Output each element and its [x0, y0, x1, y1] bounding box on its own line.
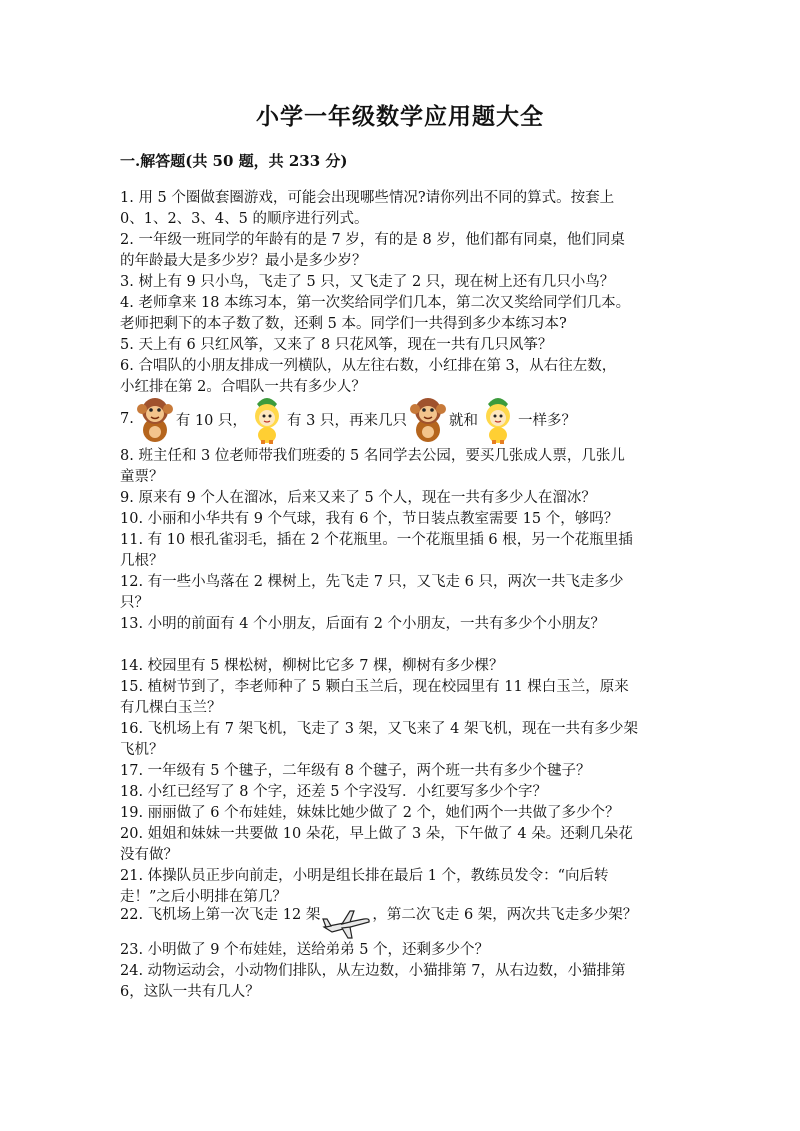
monkey-icon	[134, 394, 176, 444]
question-13: 13. 小明的前面有 4 个小朋友，后面有 2 个小朋友，一共有多少个小朋友？	[120, 616, 606, 632]
question-11: 11. 有 10 根孔雀羽毛，插在 2 个花瓶里。一个花瓶里插 6 根，另一个花瓶里插 几根？	[120, 532, 633, 569]
question-7: 7. 有 10 只， 有 3 只，再来几只 就和 一样多？	[120, 393, 576, 445]
monkey-icon	[407, 394, 449, 444]
airplane-icon	[320, 905, 372, 941]
question-17: 17. 一年级有 5 个毽子，二年级有 8 个毽子，两个班一共有多少个毽子？	[120, 763, 591, 779]
question-24: 24. 动物运动会，小动物们排队，从左边数，小猫排第 7，从右边数，小猫排第 6，这队一共有几人？	[120, 963, 626, 1000]
question-16: 16. 飞机场上有 7 架飞机，飞走了 3 架，又飞来了 4 架飞机，现在一共有多少架 飞机？	[120, 721, 638, 758]
question-1: 1. 用 5 个圈做套圈游戏，可能会出现哪些情况?请你列出不同的算式。按套上 0、1、2、3、4、5 的顺序进行列式。	[120, 190, 615, 227]
question-22: 22. 飞机场上第一次飞走 12 架 ，第二次飞走 6 架，两次共飞走多少架？	[120, 903, 637, 941]
fruit-doll-icon	[247, 394, 287, 444]
question-21: 21. 体操队员正步向前走，小明是组长排在最后 1 个，教练员发令：“向后转 走！”之后小明排在第几？	[120, 868, 609, 905]
question-15: 15. 植树节到了，李老师种了 5 颗白玉兰后，现在校园里有 11 棵白玉兰，原来 有几棵白玉兰？	[120, 679, 629, 716]
question-18: 18. 小红已经写了 8 个字，还差 5 个字没写．小红要写多少个字？	[120, 784, 548, 800]
question-6: 6. 合唱队的小朋友排成一列横队，从左往右数，小红排在第 3，从右往左数， 小红排在第 2。合唱队一共有多少人？	[120, 358, 617, 395]
question-9: 9. 原来有 9 个人在溜冰，后来又来了 5 个人，现在一共有多少人在溜冰？	[120, 490, 596, 506]
question-14: 14. 校园里有 5 棵松树，柳树比它多 7 棵，柳树有多少棵？	[120, 658, 504, 674]
question-12: 12. 有一些小鸟落在 2 棵树上，先飞走 7 只，又飞走 6 只，两次一共飞走多少 只？	[120, 574, 624, 611]
question-20: 20. 姐姐和妹妹一共要做 10 朵花，早上做了 3 朵，下午做了 4 朵。还剩几朵花 没有做？	[120, 826, 633, 863]
question-23: 23. 小明做了 9 个布娃娃，送给弟弟 5 个，还剩多少个？	[120, 942, 490, 958]
question-19: 19. 丽丽做了 6 个布娃娃，妹妹比她少做了 2 个，她们两个一共做了多少个？	[120, 805, 620, 821]
page-title: 小学一年级数学应用题大全	[256, 103, 544, 130]
question-3: 3. 树上有 9 只小鸟，飞走了 5 只，又飞走了 2 只，现在树上还有几只小鸟？	[120, 274, 615, 290]
question-10: 10. 小丽和小华共有 9 个气球，我有 6 个，节日装点教室需要 15 个，够吗？	[120, 511, 619, 527]
question-5: 5. 天上有 6 只红风筝，又来了 8 只花风筝，现在一共有几只风筝？	[120, 337, 553, 353]
question-2: 2. 一年级一班同学的年龄有的是 7 岁，有的是 8 岁，他们都有同桌，他们同桌 的年龄最大是多少岁？最小是多少岁？	[120, 232, 625, 269]
question-4: 4. 老师拿来 18 本练习本，第一次奖给同学们几本，第二次又奖给同学们几本。 老师把剩下的本子数了数，还剩 5 本。同学们一共得到多少本练习本?	[120, 295, 631, 332]
question-8: 8. 班主任和 3 位老师带我们班委的 5 名同学去公园，要买几张成人票，几张儿 童票？	[120, 448, 625, 485]
fruit-doll-icon	[478, 394, 518, 444]
section-heading: 一.解答题(共 50 题，共 233 分)	[120, 152, 348, 170]
